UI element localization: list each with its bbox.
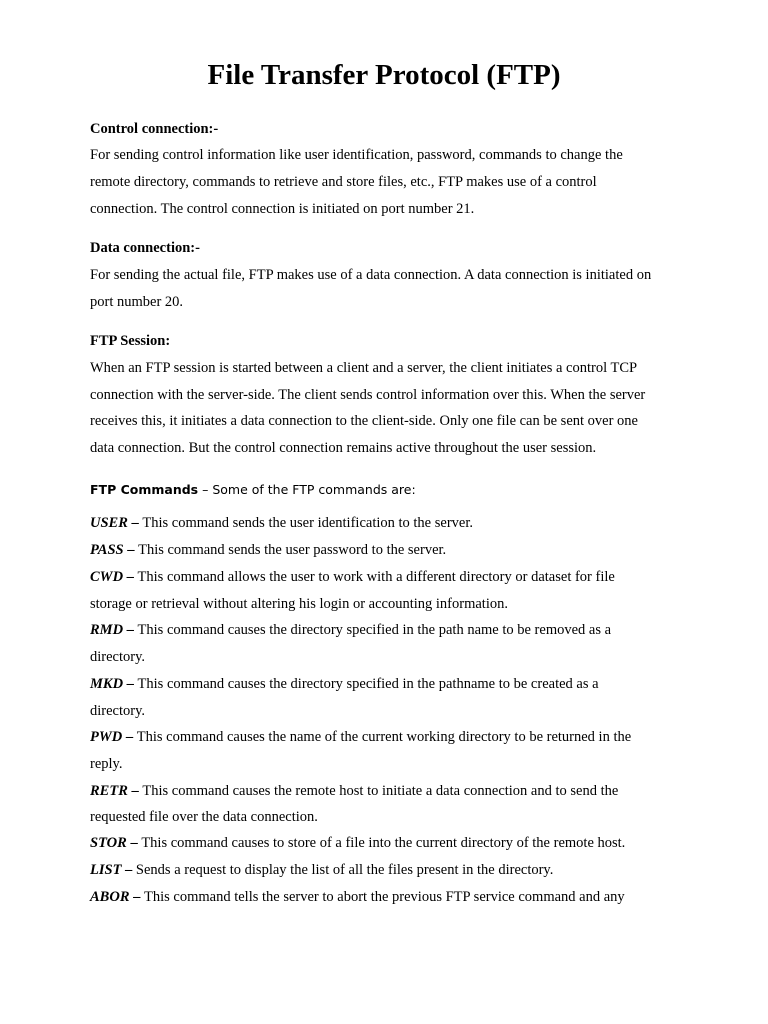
- command-dash: –: [127, 783, 143, 799]
- command-name: STOR: [90, 835, 127, 851]
- command-description-continued: directory.: [90, 703, 146, 719]
- command-description: Sends a request to display the list of all the files present in the directory.: [135, 862, 554, 878]
- command-name: ABOR: [90, 889, 130, 905]
- command-item-stor: [90, 830, 625, 857]
- command-dash: –: [121, 862, 136, 878]
- control-connection-text-line: connection. The control connection is initiated on port number 21.: [90, 201, 475, 217]
- command-description: This command sends the user identification to the server.: [142, 515, 473, 531]
- command-name: PASS: [90, 542, 124, 558]
- command-description: This command sends the user password to the server.: [138, 542, 447, 558]
- command-dash: –: [123, 542, 139, 558]
- ftp-commands-heading-rest: Some of the FTP commands are:: [212, 482, 416, 497]
- data-connection-text-line: For sending the actual file, FTP makes use of a data connection. A data connection is initiated on: [90, 267, 652, 283]
- command-item-list: [90, 857, 553, 884]
- command-item-pwd: [90, 724, 631, 751]
- command-name: RMD: [90, 622, 124, 638]
- command-dash: –: [123, 622, 138, 638]
- ftp-session-text-line: data connection. But the control connection remains active throughout the user session.: [90, 440, 597, 456]
- command-description: This command causes to store of a file into the current directory of the remote host.: [141, 835, 626, 851]
- command-name: PWD: [90, 729, 123, 745]
- command-item-retr: [90, 778, 618, 805]
- command-item-abor: [90, 884, 625, 911]
- command-description: This command causes the directory specified in the path name to be removed as a: [137, 622, 612, 638]
- page-title: File Transfer Protocol (FTP): [207, 59, 561, 91]
- command-item-rmd: [90, 617, 611, 644]
- control-connection-text-line: remote directory, commands to retrieve and store files, etc., FTP makes use of a control: [90, 174, 597, 190]
- command-dash: –: [127, 515, 143, 531]
- ftp-commands-heading-bold: FTP Commands: [90, 482, 199, 497]
- ftp-commands-heading-dash: –: [198, 482, 213, 497]
- command-name: MKD: [90, 676, 124, 692]
- command-dash: –: [122, 729, 137, 745]
- command-description-continued: storage or retrieval without altering his login or accounting information.: [90, 596, 508, 612]
- ftp-commands-heading: [90, 476, 416, 503]
- command-dash: –: [123, 676, 138, 692]
- command-name: CWD: [90, 569, 124, 585]
- command-item-user: [90, 510, 473, 537]
- ftp-session-text-line: connection with the server-side. The client sends control information over this. When the server: [90, 387, 646, 403]
- command-item-mkd: [90, 671, 599, 698]
- ftp-session-text-line: receives this, it initiates a data connection to the client-side. Only one file can be sent over one: [90, 413, 638, 429]
- command-dash: –: [129, 889, 144, 905]
- command-dash: –: [126, 835, 142, 851]
- command-dash: –: [123, 569, 138, 585]
- command-description-continued: directory.: [90, 649, 146, 665]
- command-name: USER: [90, 515, 128, 531]
- control-connection-heading: Control connection:-: [90, 121, 219, 137]
- control-connection-text-line: For sending control information like user identification, password, commands to change the: [90, 147, 623, 163]
- command-description: This command causes the remote host to initiate a data connection and to send the: [142, 783, 619, 799]
- command-description: This command tells the server to abort the previous FTP service command and any: [144, 889, 625, 905]
- ftp-session-text-line: When an FTP session is started between a client and a server, the client initiates a control TCP: [90, 360, 638, 376]
- command-item-pass: [90, 537, 446, 564]
- command-name: LIST: [90, 862, 122, 878]
- command-description: This command allows the user to work with a different directory or dataset for file: [137, 569, 615, 585]
- command-description-continued: requested file over the data connection.: [90, 809, 318, 825]
- data-connection-heading: Data connection:-: [90, 240, 200, 256]
- ftp-session-heading: FTP Session:: [90, 333, 171, 349]
- command-name: RETR: [90, 783, 128, 799]
- command-description: This command causes the name of the current working directory to be returned in the: [136, 729, 632, 745]
- command-description: This command causes the directory specified in the pathname to be created as a: [137, 676, 599, 692]
- command-description-continued: reply.: [90, 756, 123, 772]
- command-item-cwd: [90, 564, 615, 591]
- data-connection-text-line: port number 20.: [90, 294, 184, 310]
